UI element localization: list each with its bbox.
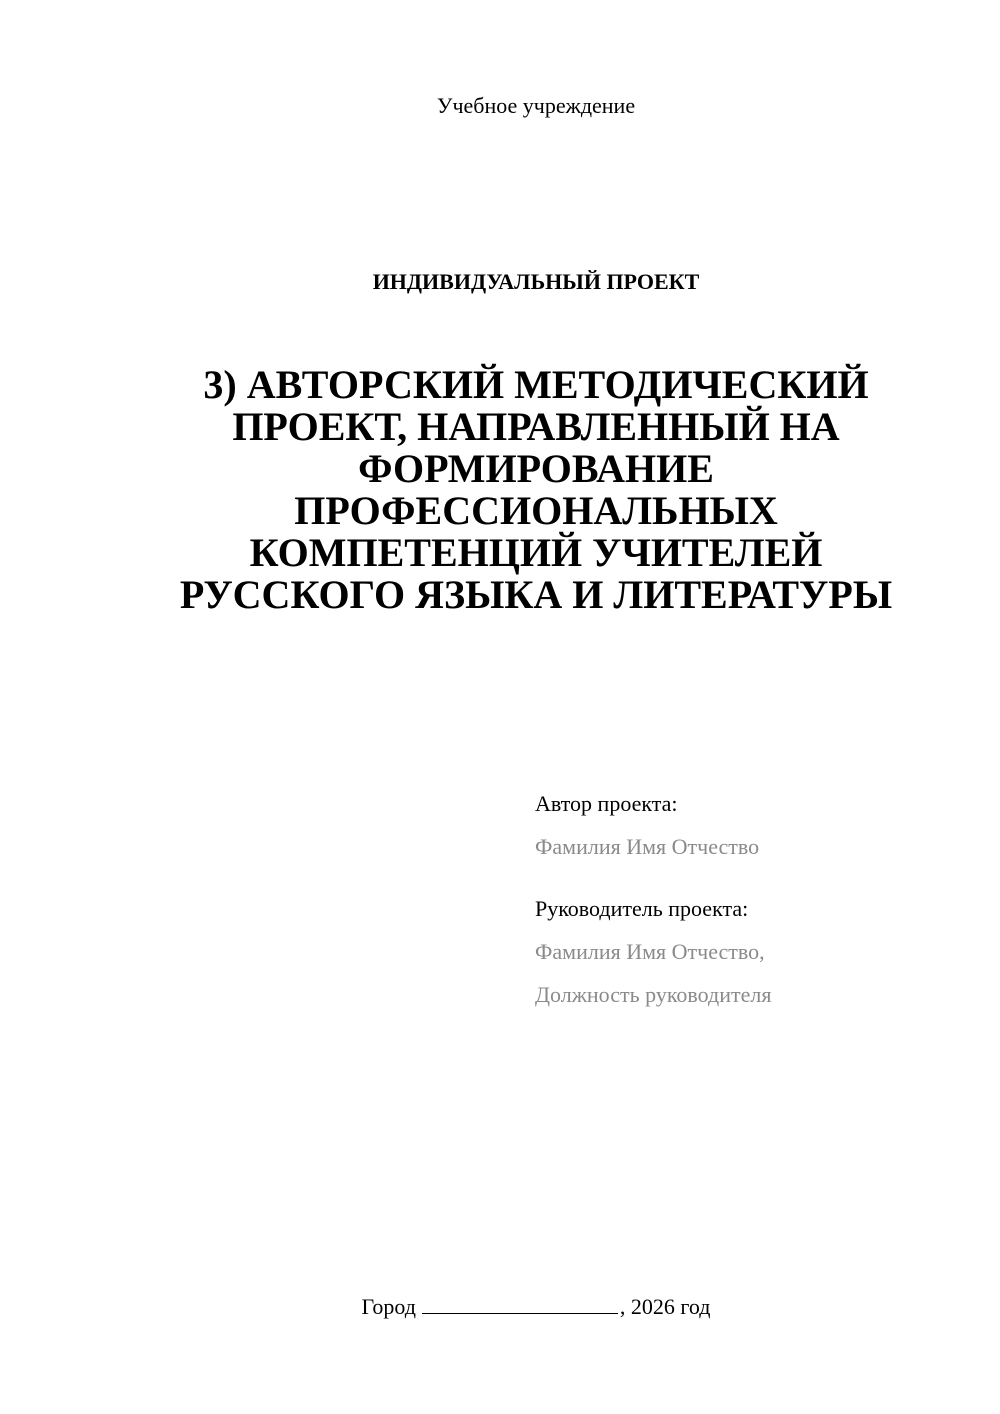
- title-line: 3) АВТОРСКИЙ МЕТОДИЧЕСКИЙ: [203, 362, 869, 407]
- author-label: Автор проекта:: [535, 791, 678, 816]
- footer-city-year: [0, 1291, 1000, 1321]
- institution-name: Учебное учреждение: [436, 93, 636, 118]
- supervisor-position: Должность руководителя: [535, 982, 772, 1007]
- city-label: Город: [361, 1294, 416, 1319]
- supervisor-name: Фамилия Имя Отчество,: [535, 939, 765, 964]
- city-blank-line: [422, 1291, 618, 1314]
- year-text: , 2026 год: [619, 1294, 711, 1319]
- title-line: ФОРМИРОВАНИЕ: [358, 446, 714, 491]
- supervisor-label: Руководитель проекта:: [535, 896, 749, 921]
- title-line: ПРОФЕССИОНАЛЬНЫХ: [294, 488, 778, 533]
- title-line: ПРОЕКТ, НАПРАВЛЕННЫЙ НА: [232, 404, 840, 449]
- title-line: КОМПЕТЕНЦИЙ УЧИТЕЛЕЙ: [249, 530, 823, 575]
- project-info-block: [535, 790, 975, 1009]
- document-type: ИНДИВИДУАЛЬНЫЙ ПРОЕКТ: [372, 269, 700, 294]
- author-name: Фамилия Имя Отчество: [535, 834, 760, 859]
- title-line: РУССКОГО ЯЗЫКА И ЛИТЕРАТУРЫ: [179, 572, 893, 617]
- project-title: [0, 364, 1000, 616]
